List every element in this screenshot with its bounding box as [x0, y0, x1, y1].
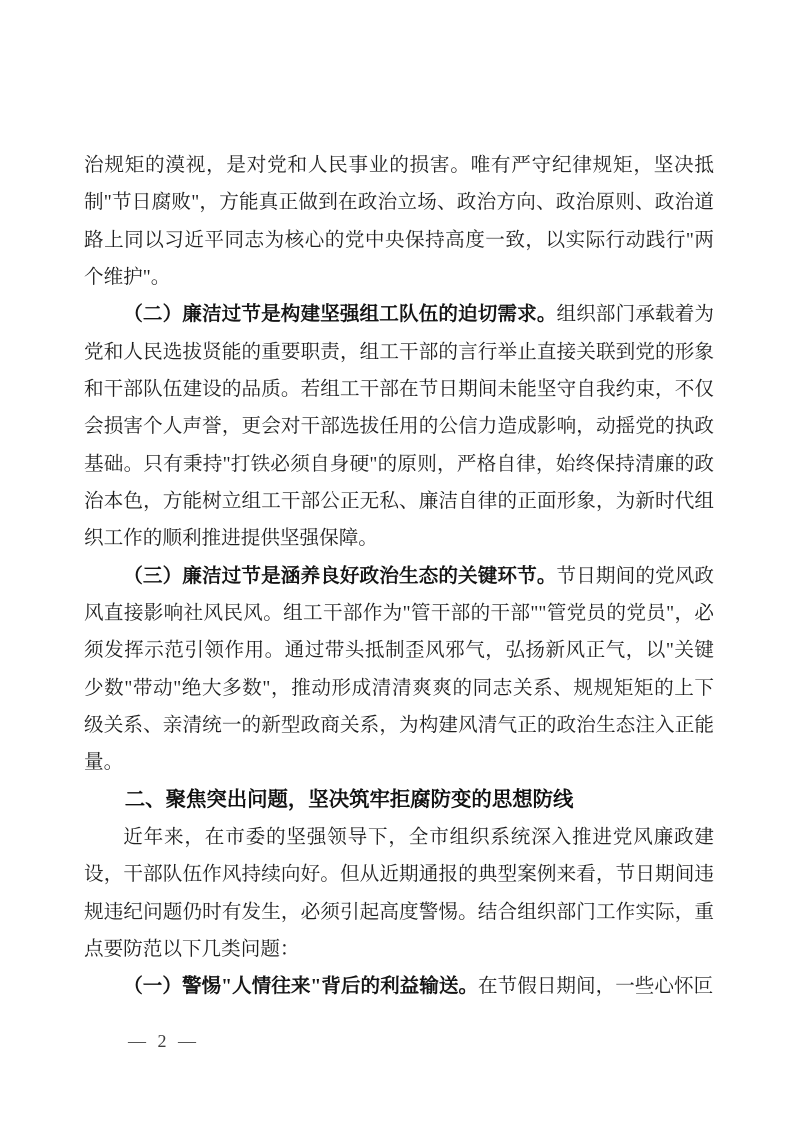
paragraph-continuation: 治规矩的漠视，是对党和人民事业的损害。唯有严守纪律规矩，坚决抵制"节日腐败"，方能真正做到在政治立场、政治方向、政治原则、政治道路上同以习近平同志为核心的党中央保持高度一致，以实际行动践行"两个维护"。 — [84, 155, 714, 288]
paragraph-section-intro: 近年来，在市委的坚强领导下，全市组织系统深入推进党风廉政建设，干部队伍作风持续向好。但从近期通报的典型案例来看，节日期间违规违纪问题仍时有发生，必须引起高度警惕。结合组织部门工作实际，重点要防范以下几类问题： — [84, 826, 714, 960]
page-number: — 2 — — [128, 1031, 196, 1051]
page-footer — [128, 1029, 196, 1053]
paragraph-point-3 — [84, 558, 714, 782]
paragraph-point-2-lead: （二）廉洁过节是构建坚强组工队伍的迫切需求。 — [123, 304, 557, 326]
paragraph-point-2 — [84, 296, 714, 557]
section-heading-2: 二、聚焦突出问题，坚决筑牢拒腐防变的思想防线 — [124, 788, 574, 811]
document-body — [84, 147, 714, 1006]
paragraph-point-3-text: 节日期间的党风政风直接影响社风民风。组工干部作为"管干部的干部""管党员的党员"，必须发挥示范引领作用。通过带头抵制歪风邪气，弘扬新风正气，以"关键少数"带动"绝大多数"，推动形成清清爽爽的同志关系、规规矩矩的上下级关系、亲清统一的新型政商关系，为构建风清气正的政治生态注入正能量。 — [84, 565, 715, 774]
paragraph-point-2-text: 组织部门承载着为党和人民选拔贤能的重要职责，组工干部的言行举止直接关联到党的形象和干部队伍建设的品质。若组工干部在节日期间未能坚守自我约束，不仅会损害个人声誉，更会对干部选拔任用的公信力造成影响，动摇党的执政基础。只有秉持"打铁必须自身硬"的原则，严格自律，始终保持清廉的政治本色，方能树立组工干部公正无私、廉洁自律的正面形象，为新时代组织工作的顺利推进提供坚强保障。 — [84, 304, 715, 550]
paragraph-point-3-lead: （三）廉洁过节是涵养良好政治生态的关键环节。 — [123, 565, 557, 587]
paragraph-point-1 — [84, 968, 714, 1005]
paragraph-point-1-lead: （一）警惕"人情往来"背后的利益输送。 — [123, 976, 479, 998]
paragraph-point-1-text: 在节假日期间，一些心怀叵 — [478, 976, 714, 998]
